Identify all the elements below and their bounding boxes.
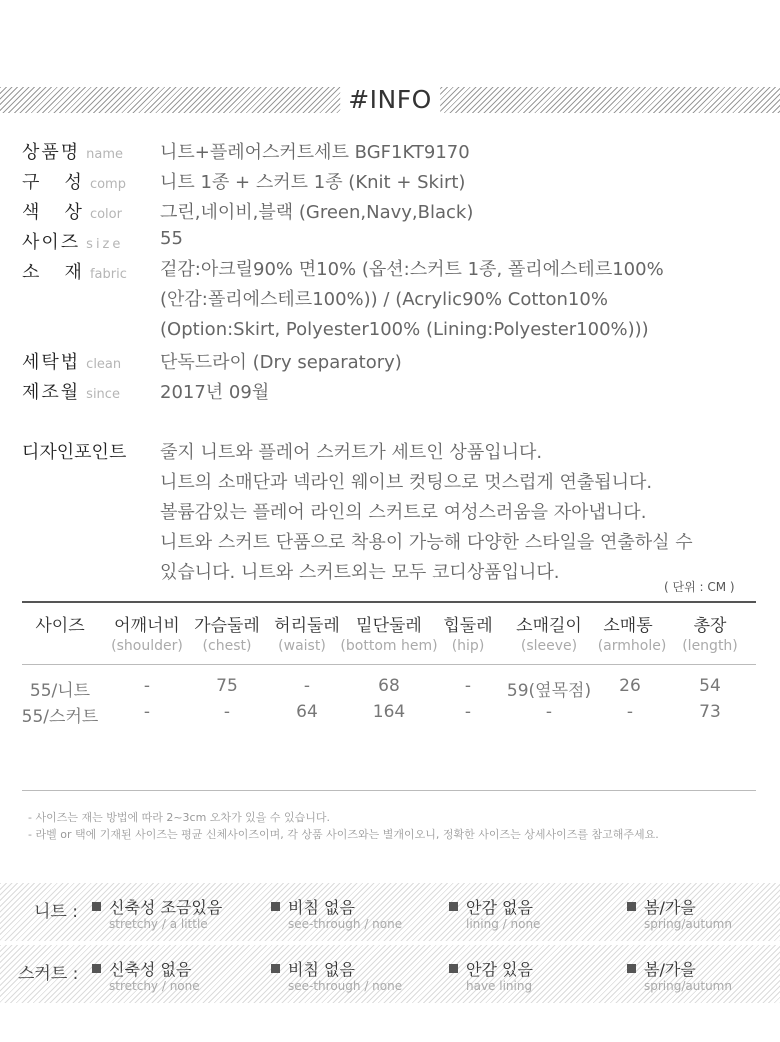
spec-row-fabric [22,258,664,348]
design-line: 볼륨감있는 플레어 라인의 스커트로 여성스러움을 자아냅니다. [160,502,647,523]
table-header-shoulder: 어깨너비 [114,616,180,636]
care-item-main: 안감 없음 [466,898,533,917]
table-header-hem: 밑단둘레 [356,616,422,636]
care-bar-skirt [0,945,780,1003]
table-header-size: 사이즈 [35,616,85,636]
care-item-season [627,957,732,993]
table-cell: - [303,676,311,696]
bullet-square-icon [449,964,458,973]
spec-label: 구 성 [22,172,84,193]
care-item-sub: stretchy / a little [109,917,208,931]
table-cell: - [464,702,472,722]
table-cell: 68 [378,676,400,696]
care-item-main: 안감 있음 [466,960,533,979]
spec-label: 색 상 [22,202,84,223]
design-point-text [160,438,693,588]
bullet-square-icon [627,902,636,911]
spec-value: 니트 1종 + 스커트 1종 (Knit + Skirt) [160,172,466,193]
table-cell: 54 [699,676,721,696]
spec-row-clean [22,348,402,374]
table-cell: 26 [619,676,641,696]
design-line: 니트의 소매단과 넥라인 웨이브 컷팅으로 멋스럽게 연출됩니다. [160,472,653,493]
spec-row-since [22,378,270,404]
spec-label-en: name [86,147,124,162]
care-item-season [627,895,732,931]
care-item-main: 신축성 조금있음 [109,898,223,917]
bullet-square-icon [271,964,280,973]
care-item-sub: have lining [466,979,533,993]
care-item-lining [449,895,540,931]
table-header-rule [22,664,756,665]
spec-row-comp [22,168,466,194]
care-item-main: 비침 없음 [288,960,355,979]
table-subheader-sleeve: (sleeve) [520,638,578,654]
spec-label-en: comp [89,177,126,192]
design-line: 줄지 니트와 플레어 스커트가 세트인 상품입니다. [160,442,543,463]
spec-value: 니트+플레어스커트세트 BGF1KT9170 [160,142,470,163]
care-item-main: 봄/가을 [644,898,696,917]
spec-label-en: clean [86,357,122,372]
spec-label: 상품명 [22,142,81,163]
table-subheader-chest: (chest) [202,638,252,654]
care-item-lining [449,957,533,993]
spec-label-en: size [86,237,124,252]
care-item-seethrough [271,957,402,993]
care-item-stretch [92,957,200,993]
spec-label-en: since [86,387,120,402]
table-top-rule [22,601,756,603]
care-bar-knit [0,883,780,941]
fabric-line: 겉감:아크릴90% 면10% (옵션:스커트 1종, 폴리에스테르100% [160,259,664,280]
table-cell: - [143,676,151,696]
care-item-sub: stretchy / none [109,979,200,993]
spec-label: 소 재 [22,262,84,283]
spec-row-size [22,228,183,254]
spec-label-en: color [89,207,122,222]
spec-value: 55 [160,228,183,249]
bullet-square-icon [92,902,101,911]
spec-value: 단독드라이 (Dry separatory) [160,352,402,373]
table-subheader-length: (length) [682,638,738,654]
table-cell: 55/니트 [29,681,91,701]
care-type-label: 니트 : [34,902,78,922]
table-header-waist: 허리둘레 [274,616,340,636]
table-header-sleeve: 소매길이 [516,616,582,636]
spec-label: 세탁법 [22,352,81,373]
unit-note: ( 단위 : CM ) [664,580,735,594]
table-header-hip: 힙둘레 [443,616,493,636]
spec-row-color [22,198,474,224]
table-cell: - [626,702,634,722]
size-note: - 라벨 or 택에 기재된 사이즈는 평균 신체사이즈이며, 각 상품 사이즈와는 별개이오니, 정확한 사이즈는 상세사이즈를 참고해주세요. [28,828,659,841]
table-bottom-rule [22,790,756,791]
care-type-label: 스커트 : [18,964,79,984]
care-item-sub: see-through / none [288,917,403,931]
bullet-square-icon [627,964,636,973]
care-item-sub: see-through / none [288,979,403,993]
table-cell: 59(옆목점) [506,681,592,701]
table-subheader-hem: (bottom hem) [340,638,438,654]
spec-label: 제조월 [22,382,81,403]
care-item-stretch [92,895,222,931]
table-cell: 55/스커트 [21,707,99,727]
care-item-sub: spring/autumn [644,917,732,931]
care-item-sub: spring/autumn [644,979,732,993]
spec-label-en: fabric [89,267,127,282]
table-cell: - [545,702,553,722]
table-cell: - [143,702,151,722]
spec-value-fabric [160,255,664,345]
table-cell: 75 [216,676,238,696]
care-item-main: 비침 없음 [288,898,355,917]
table-cell: - [464,676,472,696]
bullet-square-icon [449,902,458,911]
table-header-chest: 가슴둘레 [194,616,260,636]
fabric-line: (안감:폴리에스테르100%)) / (Acrylic90% Cotton10% [160,289,608,310]
size-note: - 사이즈는 재는 방법에 따라 2~3cm 오차가 있을 수 있습니다. [28,811,331,824]
table-cell: 64 [296,702,318,722]
bullet-square-icon [271,902,280,911]
spec-value: 그린,네이비,블랙 (Green,Navy,Black) [160,202,474,223]
spec-label: 사이즈 [22,232,81,253]
table-header-length: 총장 [693,616,727,636]
info-header-band [0,87,780,113]
info-title: #INFO [340,87,440,113]
spec-row-name [22,138,470,164]
care-item-main: 봄/가을 [644,960,696,979]
table-subheader-armhole: (armhole) [597,638,667,654]
table-subheader-waist: (waist) [278,638,326,654]
fabric-line: (Option:Skirt, Polyester100% (Lining:Polyester100%))) [160,319,649,340]
table-cell: 164 [372,702,406,722]
table-cell: 73 [699,702,721,722]
care-item-sub: lining / none [466,917,541,931]
care-item-seethrough [271,895,402,931]
bullet-square-icon [92,964,101,973]
table-header-armhole: 소매통 [603,616,653,636]
table-cell: - [223,702,231,722]
spec-value: 2017년 09월 [160,382,270,403]
design-line: 니트와 스커트 단품으로 착용이 가능해 다양한 스타일을 연출하실 수 [160,532,693,553]
design-point-label: 디자인포인트 [22,442,127,463]
table-subheader-shoulder: (shoulder) [111,638,183,654]
table-subheader-hip: (hip) [451,638,485,654]
design-line: 있습니다. 니트와 스커트외는 모두 코디상품입니다. [160,562,560,583]
care-item-main: 신축성 없음 [109,960,192,979]
